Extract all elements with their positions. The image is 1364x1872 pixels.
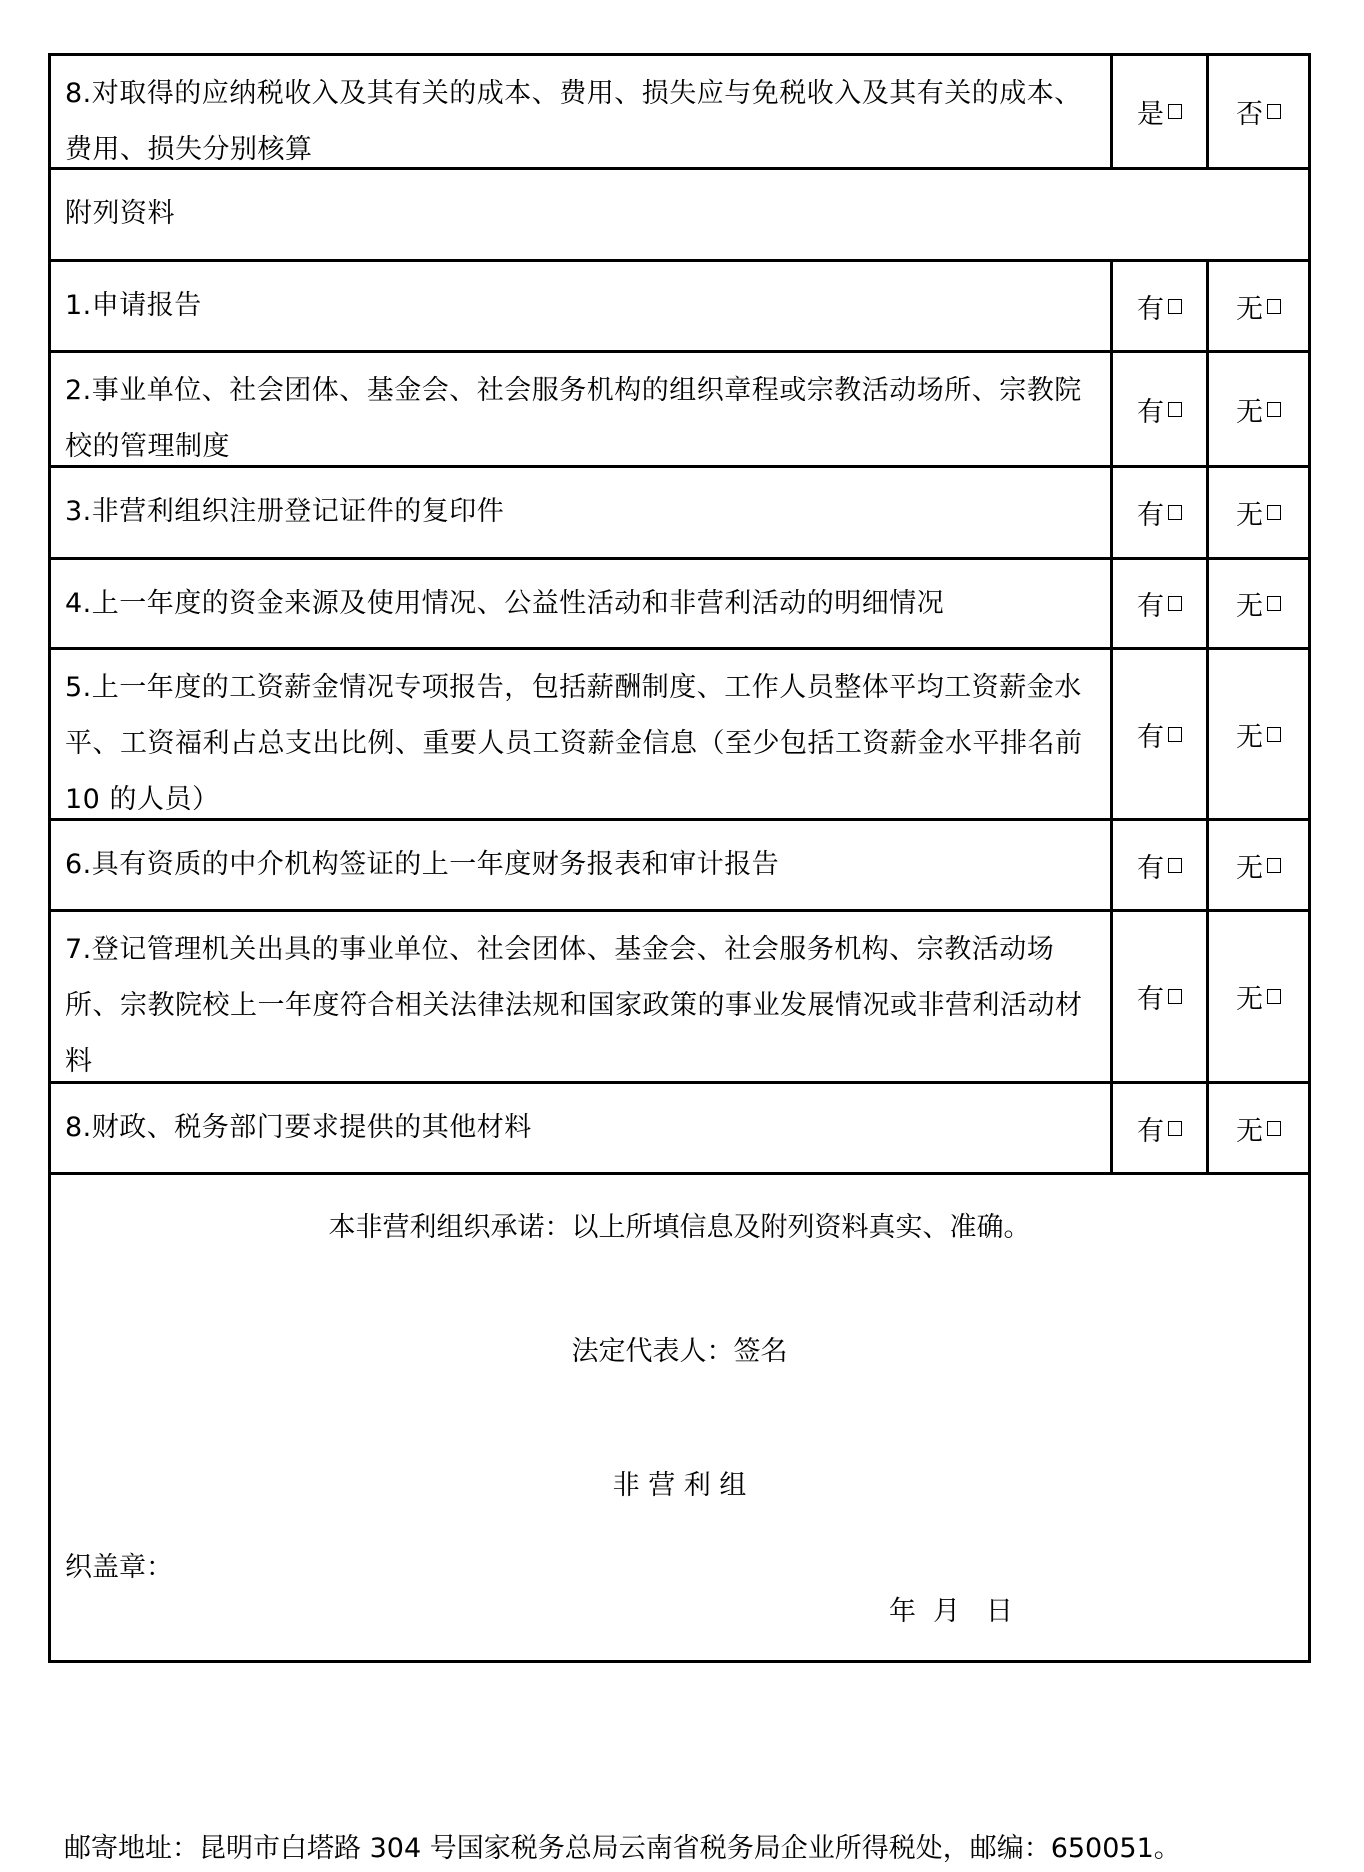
checkbox-icon[interactable] [1267, 505, 1281, 520]
option-none[interactable]: 无 [1209, 1084, 1308, 1172]
checkbox-icon[interactable] [1267, 727, 1281, 742]
checkbox-icon[interactable] [1267, 858, 1281, 873]
checkbox-icon[interactable] [1267, 299, 1281, 314]
row-text: 1.申请报告 [51, 262, 1113, 350]
row-text: 3.非营利组织注册登记证件的复印件 [51, 468, 1113, 557]
table-row [51, 1084, 1308, 1175]
org-seal-label-cont: 织盖章： [65, 1552, 173, 1583]
checkbox-icon[interactable] [1267, 596, 1281, 611]
option-none[interactable]: 无 [1209, 468, 1308, 557]
legal-representative-signature[interactable]: 法定代表人：签名 [571, 1336, 788, 1367]
option-have[interactable]: 有 [1113, 912, 1209, 1081]
table-row [51, 821, 1308, 912]
section-header-row [51, 170, 1308, 262]
table-row [51, 353, 1308, 468]
row-text: 7.登记管理机关出具的事业单位、社会团体、基金会、社会服务机构、宗教活动场所、宗教院校上一年度符合相关法律法规和国家政策的事业发展情况或非营利活动材料 [51, 912, 1113, 1081]
pledge-statement: 本非营利组织承诺：以上所填信息及附列资料真实、准确。 [328, 1212, 1031, 1243]
option-none[interactable]: 无 [1209, 560, 1308, 647]
option-have[interactable]: 有 [1113, 353, 1209, 465]
row-text: 2.事业单位、社会团体、基金会、社会服务机构的组织章程或宗教活动场所、宗教院校的管理制度 [51, 353, 1113, 465]
row-text: 4.上一年度的资金来源及使用情况、公益性活动和非营利活动的明细情况 [51, 560, 1113, 647]
option-none[interactable]: 无 [1209, 262, 1308, 350]
row-text: 6.具有资质的中介机构签证的上一年度财务报表和审计报告 [51, 821, 1113, 909]
option-have[interactable]: 有 [1113, 1084, 1209, 1172]
option-none[interactable]: 无 [1209, 912, 1308, 1081]
row-text: 8.对取得的应纳税收入及其有关的成本、费用、损失应与免税收入及其有关的成本、费用、损失分别核算 [51, 56, 1113, 167]
pledge-section [51, 1175, 1308, 1660]
checkbox-icon[interactable] [1168, 596, 1182, 611]
section-title: 附列资料 [65, 198, 175, 229]
option-have[interactable]: 有 [1113, 821, 1209, 909]
date-field[interactable]: 年 月 日 [889, 1596, 1013, 1627]
row-text: 8.财政、税务部门要求提供的其他材料 [51, 1084, 1113, 1172]
option-no[interactable]: 否 [1209, 56, 1308, 167]
option-have[interactable]: 有 [1113, 560, 1209, 647]
checkbox-icon[interactable] [1168, 1121, 1182, 1136]
checkbox-icon[interactable] [1168, 858, 1182, 873]
row-text: 5.上一年度的工资薪金情况专项报告，包括薪酬制度、工作人员整体平均工资薪金水平、工资福利占总支出比例、重要人员工资薪金信息（至少包括工资薪金水平排名前 10 的人员） [51, 650, 1113, 818]
application-form-table [48, 53, 1311, 1663]
option-none[interactable]: 无 [1209, 821, 1308, 909]
option-yes[interactable]: 是 [1113, 56, 1209, 167]
mailing-address: 邮寄地址：昆明市白塔路 304 号国家税务总局云南省税务局企业所得税处，邮编：650051。 [64, 1833, 1181, 1864]
org-seal-label: 非 营 利 组 [612, 1470, 747, 1501]
option-none[interactable]: 无 [1209, 650, 1308, 818]
checkbox-icon[interactable] [1267, 104, 1281, 119]
option-none[interactable]: 无 [1209, 353, 1308, 465]
table-row [51, 912, 1308, 1084]
checkbox-icon[interactable] [1168, 299, 1182, 314]
checkbox-icon[interactable] [1168, 727, 1182, 742]
checkbox-icon[interactable] [1267, 402, 1281, 417]
table-row [51, 560, 1308, 650]
checkbox-icon[interactable] [1168, 989, 1182, 1004]
table-row [51, 650, 1308, 821]
option-have[interactable]: 有 [1113, 468, 1209, 557]
checkbox-icon[interactable] [1267, 989, 1281, 1004]
table-row [51, 468, 1308, 560]
option-have[interactable]: 有 [1113, 650, 1209, 818]
checkbox-icon[interactable] [1168, 104, 1182, 119]
table-row [51, 56, 1308, 170]
option-have[interactable]: 有 [1113, 262, 1209, 350]
checkbox-icon[interactable] [1168, 402, 1182, 417]
checkbox-icon[interactable] [1168, 505, 1182, 520]
table-row [51, 262, 1308, 353]
checkbox-icon[interactable] [1267, 1121, 1281, 1136]
